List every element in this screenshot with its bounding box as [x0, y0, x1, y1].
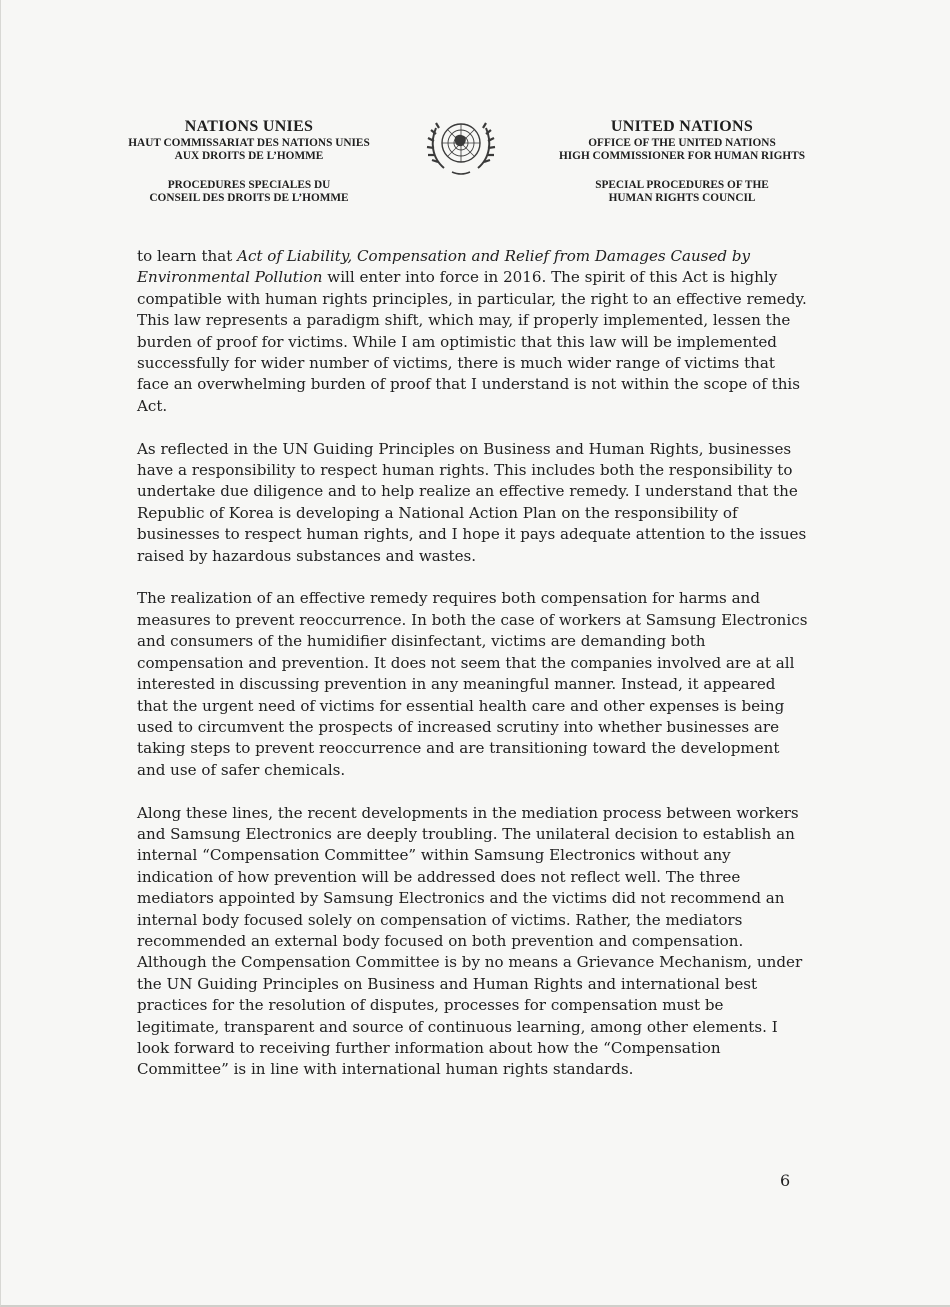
un-emblem-icon: [424, 108, 498, 182]
header-french-office-line2: AUX DROITS DE L’HOMME: [174, 150, 324, 163]
header-english-procedures-line1: SPECIAL PROCEDURES OF THE: [595, 178, 769, 191]
header-english-title: UNITED NATIONS: [610, 118, 754, 135]
header-french: [90, 118, 408, 205]
paragraph-mediation-process: Along these lines, the recent developments in the mediation process between workers and Samsung Electronics are deeply troubling. The unilateral decision to establish an internal “Compensation Committee” within Samsung Electronics without any indication of how prevention will be addressed does not reflect well. The three mediators appointed by Samsung Electronics and the victims did not recommend an internal body focused solely on compensation of victims. Rather, the mediators recommended an external body focused on both prevention and compensation. Although the Compensation Committee is by no means a Grievance Mechanism, under the UN Guiding Principles on Business and Human Rights and international best practices for the resolution of disputes, processes for compensation must be legitimate, transparent and source of continuous learning, among other elements. I look forward to receiving further information about how the “Compensation Committee” is in line with international human rights standards.: [137, 803, 803, 1079]
paragraph-guiding-principles: As reflected in the UN Guiding Principles on Business and Human Rights, businesses have a responsibility to respect human rights. This includes both the responsibility to undertake due diligence and to help realize an effective remedy. I understand that the Republic of Korea is developing a National Action Plan on the responsibility of businesses to respect human rights, and I hope it pays adequate attention to the issues raised by hazardous substances and wastes.: [137, 439, 807, 565]
header-english: [540, 118, 824, 205]
header-french-procedures-line1: PROCEDURES SPECIALES DU: [167, 178, 331, 191]
paragraph-act: [137, 246, 809, 417]
header-english-procedures-line2: HUMAN RIGHTS COUNCIL: [608, 191, 756, 204]
header-english-office-line1: OFFICE OF THE UNITED NATIONS: [588, 136, 776, 149]
paragraph-act-rest: will enter into force in 2016. The spirit of this Act is highly compatible with human rights principles, in particular, the right to an effective remedy. This law represents a paradigm shift, which may, if properly implemented, lessen the burden of proof for victims. While I am optimistic that this law will be implemented successfully for wider number of victims, there is much wider range of victims that face an overwhelming burden of proof that I understand is not within the scope of this Act.: [137, 268, 807, 415]
paragraph-act-prefix: to learn that: [137, 247, 238, 265]
page-number: 6: [780, 1171, 791, 1190]
letter-body: [137, 246, 809, 1102]
header-french-title: NATIONS UNIES: [184, 118, 314, 135]
header-french-office-line1: HAUT COMMISSARIAT DES NATIONS UNIES: [128, 136, 370, 149]
header-french-procedures-line2: CONSEIL DES DROITS DE L’HOMME: [149, 191, 349, 204]
act-title: Act of Liability, Compensation and Relief from Damages Caused by Environmental Pollution: [137, 247, 751, 287]
paragraph-effective-remedy: The realization of an effective remedy requires both compensation for harms and measures to prevent reoccurrence. In both the case of workers at Samsung Electronics and consumers of the humidifier disinfectant, victims are demanding both compensation and prevention. It does not seem that the companies involved are at all interested in discussing prevention in any meaningful manner. Instead, it appeared that the urgent need of victims for essential health care and other expenses is being used to circumvent the prospects of increased scrutiny into whether businesses are taking steps to prevent reoccurrence and are transitioning toward the development and use of safer chemicals.: [137, 589, 808, 779]
header-english-office-line2: HIGH COMMISSIONER FOR HUMAN RIGHTS: [558, 150, 806, 163]
